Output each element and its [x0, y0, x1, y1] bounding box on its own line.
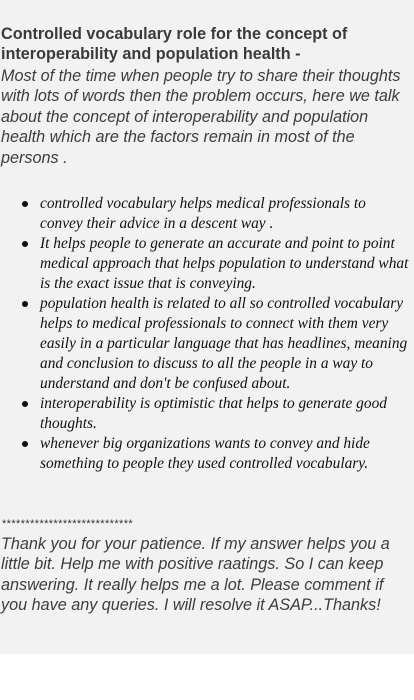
- list-item-text: whenever big organizations wants to convey and hide something to people they used controlled vocabulary.: [40, 435, 370, 473]
- answer-heading: Controlled vocabulary role for the concept of interoperability and population health -: [1, 25, 348, 63]
- bullet-list: [0, 194, 414, 474]
- list-item-text: It helps people to generate an accurate and point to point medical approach that helps population to understand what is the exact issue that is conveying.: [40, 235, 409, 293]
- list-item-text: population health is related to all so controlled vocabulary helps to medical professionals to connect with them very easily in a particular language that has headlines, meaning and conclusion to discuss to all the people in a way to understand and don't be confused about.: [40, 295, 408, 393]
- list-item: [0, 194, 414, 234]
- bottom-spacer: [0, 654, 414, 700]
- bullet-dot-icon: [22, 301, 28, 307]
- bullet-dot-icon: [22, 441, 28, 447]
- list-item-text: controlled vocabulary helps medical professionals to convey their advice in a descent way .: [40, 195, 366, 233]
- closing-note: Thank you for your patience. If my answer helps you a little bit. Help me with positive raatings. So I can keep answering. It really helps me a lot. Please comment if you have any queries. I will resolve it ASAP...Thanks!: [1, 535, 390, 615]
- top-spacer: [0, 0, 414, 18]
- bullet-dot-icon: [22, 401, 28, 407]
- answer-intro: Most of the time when people try to share their thoughts with lots of words then the problem occurs, here we talk about the concept of interoperability and population health which are the factors remain in most of the persons .: [1, 67, 401, 167]
- separator-stars: ****************************: [2, 518, 134, 531]
- bullet-dot-icon: [22, 241, 28, 247]
- list-item: [0, 394, 414, 434]
- list-item: [0, 294, 414, 394]
- bullet-dot-icon: [22, 201, 28, 207]
- answer-content: [0, 18, 414, 654]
- list-item: [0, 234, 414, 294]
- list-item: [0, 434, 414, 474]
- list-item-text: interoperability is optimistic that helps to generate good thoughts.: [40, 395, 387, 433]
